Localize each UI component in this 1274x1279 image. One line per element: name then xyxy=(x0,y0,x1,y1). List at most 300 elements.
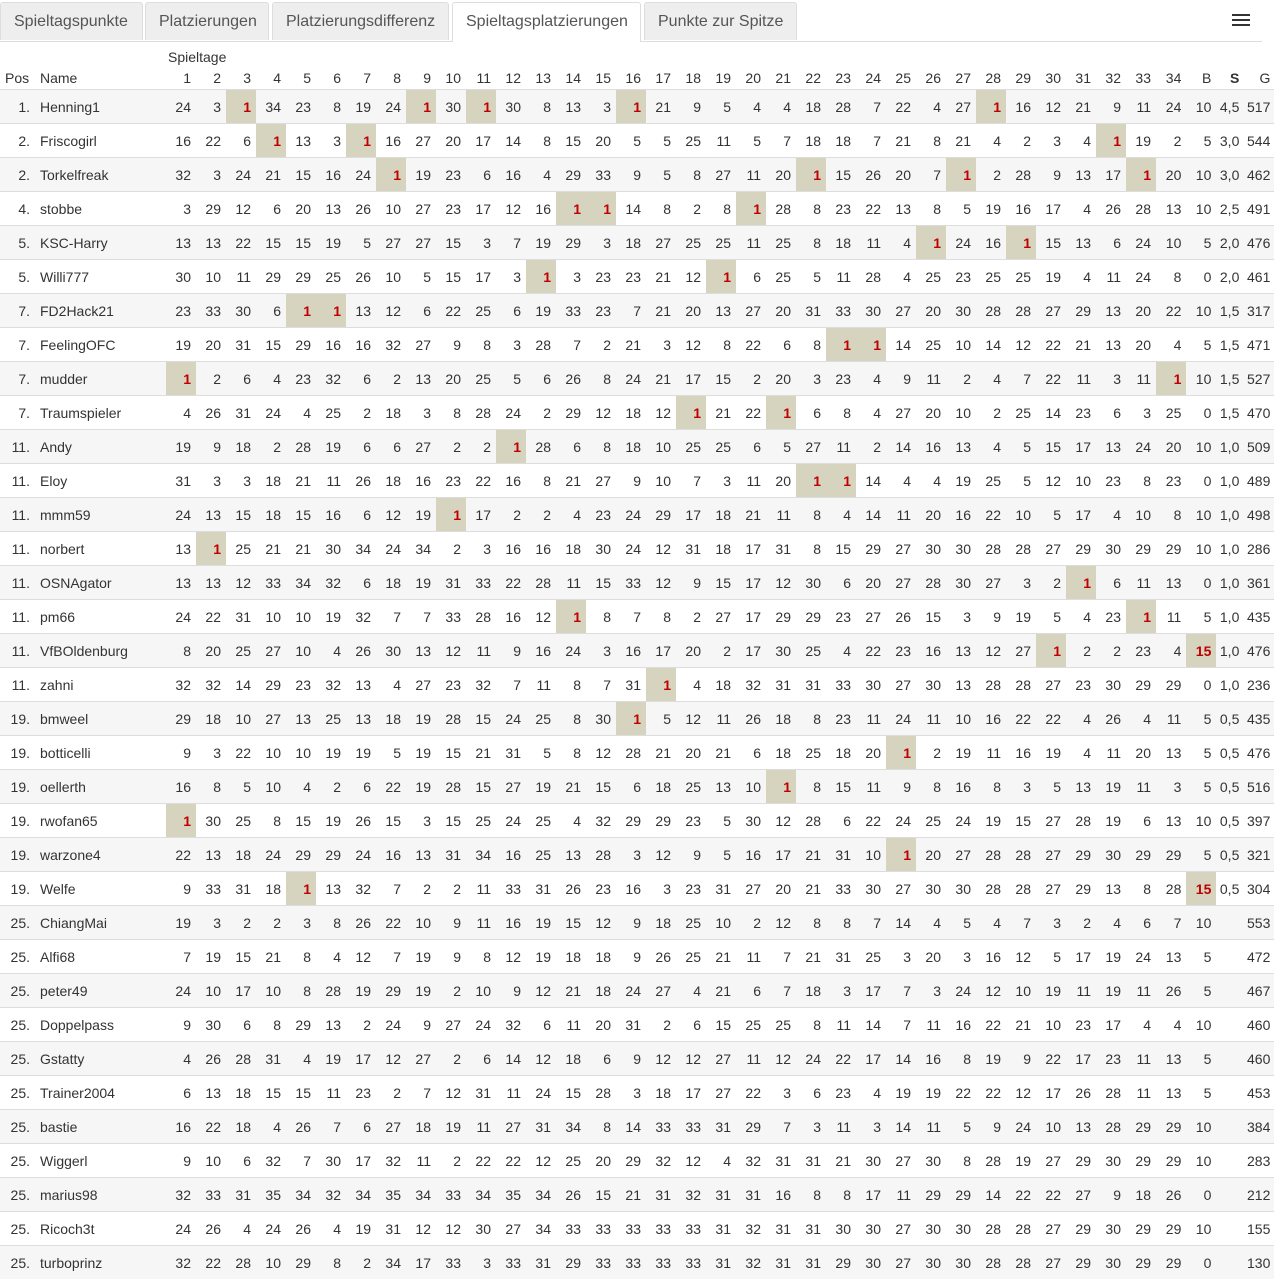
row-s: 4,5 xyxy=(1216,90,1244,124)
matchday-rank-cell: 28 xyxy=(1006,872,1036,906)
header-matchday[interactable]: 5 xyxy=(286,67,316,90)
matchday-rank-cell: 17 xyxy=(226,974,256,1008)
matchday-rank-cell: 16 xyxy=(316,158,346,192)
matchday-rank-cell: 32 xyxy=(496,1008,526,1042)
matchday-rank-cell: 9 xyxy=(436,940,466,974)
matchday-rank-cell: 8 xyxy=(946,1144,976,1178)
matchday-rank-cell: 6 xyxy=(826,804,856,838)
matchday-rank-cell: 4 xyxy=(1126,702,1156,736)
matchday-rank-cell: 29 xyxy=(646,804,676,838)
row-g: 286 xyxy=(1244,532,1274,566)
matchday-rank-cell: 30 xyxy=(916,1246,946,1279)
matchday-rank-cell: 2 xyxy=(436,532,466,566)
matchday-rank-cell: 35 xyxy=(376,1178,406,1212)
matchday-rank-cell: 28 xyxy=(976,532,1006,566)
header-matchday[interactable]: 7 xyxy=(346,67,376,90)
matchday-rank-cell: 18 xyxy=(556,1042,586,1076)
matchday-rank-cell: 30 xyxy=(796,566,826,600)
row-g: 544 xyxy=(1244,124,1274,158)
matchday-rank-cell: 21 xyxy=(736,498,766,532)
row-pos: 19. xyxy=(0,872,34,906)
header-matchday[interactable]: 4 xyxy=(256,67,286,90)
matchday-rank-cell: 23 xyxy=(616,260,646,294)
header-matchday[interactable]: 19 xyxy=(706,67,736,90)
matchday-rank-cell: 23 xyxy=(1066,396,1096,430)
row-bonus: 5 xyxy=(1186,940,1216,974)
matchday-rank-cell: 13 xyxy=(1156,804,1186,838)
row-s: 0,5 xyxy=(1216,838,1244,872)
matchday-rank-cell: 12 xyxy=(226,192,256,226)
row-pos: 25. xyxy=(0,1212,34,1246)
matchday-rank-cell: 5 xyxy=(796,260,826,294)
matchday-rank-cell: 2 xyxy=(436,1042,466,1076)
header-matchday[interactable]: 15 xyxy=(586,67,616,90)
matchday-rank-cell: 18 xyxy=(376,396,406,430)
matchday-rank-cell: 25 xyxy=(1006,260,1036,294)
matchday-rank-cell: 31 xyxy=(796,294,826,328)
header-matchday[interactable]: 26 xyxy=(916,67,946,90)
matchday-rank-cell: 7 xyxy=(556,328,586,362)
header-matchday[interactable]: 1 xyxy=(166,67,196,90)
header-matchday[interactable]: 27 xyxy=(946,67,976,90)
matchday-rank-cell: 12 xyxy=(376,294,406,328)
matchday-rank-cell: 22 xyxy=(1156,294,1186,328)
matchday-rank-cell: 16 xyxy=(166,770,196,804)
matchday-rank-cell: 7 xyxy=(496,668,526,702)
matchday-rank-cell: 5 xyxy=(526,736,556,770)
matchday-rank-cell: 13 xyxy=(1156,1076,1186,1110)
matchday-rank-cell: 11 xyxy=(1096,260,1126,294)
matchday-rank-cell: 16 xyxy=(166,124,196,158)
matchday-rank-cell: 26 xyxy=(1156,974,1186,1008)
matchday-rank-cell: 26 xyxy=(286,1212,316,1246)
matchday-rank-cell: 16 xyxy=(406,464,436,498)
matchday-rank-cell: 4 xyxy=(826,634,856,668)
header-matchday[interactable]: 30 xyxy=(1036,67,1066,90)
matchday-rank-cell: 11 xyxy=(1066,974,1096,1008)
matchday-rank-cell: 21 xyxy=(556,464,586,498)
header-matchday[interactable]: 9 xyxy=(406,67,436,90)
header-matchday[interactable]: 16 xyxy=(616,67,646,90)
matchday-rank-cell: 4 xyxy=(286,396,316,430)
matchday-rank-cell: 19 xyxy=(166,906,196,940)
matchday-rank-cell: 10 xyxy=(286,736,316,770)
matchday-rank-cell: 22 xyxy=(196,1246,226,1279)
matchday-rank-cell: 29 xyxy=(1156,1144,1186,1178)
row-name: mmm59 xyxy=(34,498,166,532)
matchday-rank-cell: 19 xyxy=(976,1042,1006,1076)
matchday-rank-cell: 28 xyxy=(1006,1212,1036,1246)
row-pos: 11. xyxy=(0,532,34,566)
row-pos: 1. xyxy=(0,90,34,124)
matchday-rank-cell: 11 xyxy=(916,362,946,396)
matchday-rank-cell: 11 xyxy=(1126,770,1156,804)
header-matchday[interactable]: 6 xyxy=(316,67,346,90)
header-matchday[interactable]: 32 xyxy=(1096,67,1126,90)
matchday-win-cell: 1 xyxy=(496,430,526,464)
row-bonus: 5 xyxy=(1186,838,1216,872)
matchday-rank-cell: 2 xyxy=(346,1246,376,1279)
matchday-rank-cell: 17 xyxy=(346,1144,376,1178)
matchday-rank-cell: 10 xyxy=(196,260,226,294)
matchday-rank-cell: 30 xyxy=(1096,532,1126,566)
matchday-rank-cell: 27 xyxy=(1036,668,1066,702)
matchday-rank-cell: 17 xyxy=(406,1246,436,1279)
matchday-rank-cell: 2 xyxy=(376,362,406,396)
matchday-rank-cell: 25 xyxy=(316,396,346,430)
matchday-rank-cell: 33 xyxy=(256,566,286,600)
matchday-rank-cell: 23 xyxy=(436,158,466,192)
matchday-rank-cell: 7 xyxy=(496,226,526,260)
header-matchday[interactable]: 17 xyxy=(646,67,676,90)
matchday-rank-cell: 28 xyxy=(616,736,646,770)
header-matchday[interactable]: 34 xyxy=(1156,67,1186,90)
matchday-rank-cell: 29 xyxy=(1126,1246,1156,1279)
matchday-rank-cell: 9 xyxy=(616,464,646,498)
matchday-rank-cell: 23 xyxy=(286,668,316,702)
matchday-rank-cell: 8 xyxy=(466,940,496,974)
matchday-rank-cell: 18 xyxy=(226,430,256,464)
header-matchday[interactable]: 11 xyxy=(466,67,496,90)
matchday-rank-cell: 4 xyxy=(256,1110,286,1144)
matchday-rank-cell: 8 xyxy=(586,362,616,396)
matchday-rank-cell: 2 xyxy=(676,600,706,634)
row-name: turboprinz xyxy=(34,1246,166,1279)
matchday-rank-cell: 12 xyxy=(1036,464,1066,498)
matchday-rank-cell: 27 xyxy=(886,1246,916,1279)
matchday-rank-cell: 19 xyxy=(526,294,556,328)
header-matchday[interactable]: 33 xyxy=(1126,67,1156,90)
tab-platzierungen[interactable]: Platzierungen xyxy=(145,2,269,40)
matchday-rank-cell: 18 xyxy=(706,498,736,532)
row-pos: 7. xyxy=(0,294,34,328)
header-matchday[interactable]: 28 xyxy=(976,67,1006,90)
header-matchday[interactable]: 23 xyxy=(826,67,856,90)
matchday-rank-cell: 22 xyxy=(976,1076,1006,1110)
matchday-rank-cell: 26 xyxy=(646,940,676,974)
matchday-rank-cell: 7 xyxy=(766,940,796,974)
matchday-rank-cell: 20 xyxy=(766,872,796,906)
matchday-rank-cell: 22 xyxy=(856,634,886,668)
matchday-rank-cell: 25 xyxy=(676,770,706,804)
matchday-rank-cell: 25 xyxy=(736,1008,766,1042)
matchday-rank-cell: 20 xyxy=(1126,736,1156,770)
matchday-rank-cell: 26 xyxy=(886,600,916,634)
matchday-rank-cell: 12 xyxy=(406,1212,436,1246)
matchday-rank-cell: 6 xyxy=(1096,226,1126,260)
matchday-rank-cell: 10 xyxy=(286,634,316,668)
matchday-rank-cell: 28 xyxy=(526,328,556,362)
row-pos: 25. xyxy=(0,974,34,1008)
matchday-rank-cell: 9 xyxy=(616,1042,646,1076)
matchday-rank-cell: 25 xyxy=(916,328,946,362)
matchday-rank-cell: 32 xyxy=(376,1144,406,1178)
matchday-rank-cell: 9 xyxy=(496,974,526,1008)
matchday-rank-cell: 24 xyxy=(946,226,976,260)
header-matchday[interactable]: 8 xyxy=(376,67,406,90)
header-matchday[interactable]: 22 xyxy=(796,67,826,90)
matchday-rank-cell: 32 xyxy=(166,1246,196,1279)
row-s: 1,0 xyxy=(1216,600,1244,634)
matchday-rank-cell: 27 xyxy=(406,192,436,226)
matchday-rank-cell: 17 xyxy=(466,260,496,294)
matchday-rank-cell: 4 xyxy=(556,498,586,532)
tab-spieltagspunkte[interactable]: Spieltagspunkte xyxy=(0,2,143,40)
matchday-rank-cell: 17 xyxy=(766,838,796,872)
row-bonus: 5 xyxy=(1186,974,1216,1008)
header-matchday[interactable]: 20 xyxy=(736,67,766,90)
matchday-rank-cell: 8 xyxy=(526,90,556,124)
matchday-rank-cell: 27 xyxy=(736,872,766,906)
matchday-rank-cell: 19 xyxy=(316,226,346,260)
matchday-rank-cell: 21 xyxy=(796,872,826,906)
matchday-rank-cell: 27 xyxy=(706,600,736,634)
matchday-rank-cell: 28 xyxy=(1156,872,1186,906)
matchday-rank-cell: 11 xyxy=(976,736,1006,770)
matchday-rank-cell: 18 xyxy=(586,974,616,1008)
matchday-rank-cell: 12 xyxy=(436,1076,466,1110)
matchday-rank-cell: 33 xyxy=(496,1246,526,1279)
matchday-rank-cell: 15 xyxy=(226,940,256,974)
matchday-rank-cell: 4 xyxy=(886,226,916,260)
matchday-rank-cell: 30 xyxy=(376,634,406,668)
matchday-rank-cell: 12 xyxy=(646,566,676,600)
matchday-rank-cell: 3 xyxy=(496,260,526,294)
matchday-rank-cell: 6 xyxy=(406,294,436,328)
matchday-rank-cell: 25 xyxy=(676,226,706,260)
table-row xyxy=(0,532,1274,566)
matchday-rank-cell: 9 xyxy=(166,872,196,906)
header-matchday[interactable]: 18 xyxy=(676,67,706,90)
matchday-rank-cell: 25 xyxy=(676,124,706,158)
matchday-rank-cell: 12 xyxy=(646,396,676,430)
matchday-rank-cell: 12 xyxy=(1006,328,1036,362)
matchday-rank-cell: 27 xyxy=(496,1110,526,1144)
matchday-rank-cell: 8 xyxy=(796,226,826,260)
row-g: 435 xyxy=(1244,702,1274,736)
matchday-rank-cell: 26 xyxy=(556,1178,586,1212)
matchday-rank-cell: 11 xyxy=(466,906,496,940)
matchday-rank-cell: 34 xyxy=(286,566,316,600)
matchday-rank-cell: 22 xyxy=(736,328,766,362)
table-row xyxy=(0,770,1274,804)
matchday-rank-cell: 11 xyxy=(916,702,946,736)
matchday-rank-cell: 27 xyxy=(406,226,436,260)
row-pos: 25. xyxy=(0,1042,34,1076)
matchday-rank-cell: 20 xyxy=(916,396,946,430)
matchday-rank-cell: 7 xyxy=(376,940,406,974)
matchday-rank-cell: 27 xyxy=(886,1144,916,1178)
matchday-rank-cell: 30 xyxy=(1096,1144,1126,1178)
header-matchday[interactable]: 24 xyxy=(856,67,886,90)
matchday-rank-cell: 3 xyxy=(466,1246,496,1279)
matchday-rank-cell: 29 xyxy=(1156,668,1186,702)
matchday-rank-cell: 15 xyxy=(256,1076,286,1110)
row-s xyxy=(1216,1042,1244,1076)
matchday-rank-cell: 15 xyxy=(706,362,736,396)
tab-punkte-zur-spitze[interactable]: Punkte zur Spitze xyxy=(644,2,797,40)
header-spacer xyxy=(1186,47,1274,67)
matchday-rank-cell: 4 xyxy=(916,464,946,498)
matchday-rank-cell: 12 xyxy=(526,600,556,634)
matchday-rank-cell: 10 xyxy=(1126,498,1156,532)
row-g: 462 xyxy=(1244,158,1274,192)
matchday-rank-cell: 33 xyxy=(676,1246,706,1279)
matchday-rank-cell: 18 xyxy=(826,736,856,770)
matchday-rank-cell: 31 xyxy=(496,736,526,770)
matchday-rank-cell: 20 xyxy=(586,1008,616,1042)
matchday-rank-cell: 32 xyxy=(316,668,346,702)
matchday-rank-cell: 10 xyxy=(946,328,976,362)
matchday-rank-cell: 29 xyxy=(1126,1144,1156,1178)
header-matchday[interactable]: 14 xyxy=(556,67,586,90)
matchday-rank-cell: 10 xyxy=(856,838,886,872)
matchday-rank-cell: 23 xyxy=(286,90,316,124)
matchday-rank-cell: 20 xyxy=(196,634,226,668)
matchday-rank-cell: 13 xyxy=(706,294,736,328)
header-matchday[interactable]: 12 xyxy=(496,67,526,90)
matchday-rank-cell: 33 xyxy=(466,566,496,600)
matchday-rank-cell: 16 xyxy=(946,1008,976,1042)
matchday-rank-cell: 29 xyxy=(256,668,286,702)
matchday-rank-cell: 16 xyxy=(946,498,976,532)
matchday-rank-cell: 29 xyxy=(1066,294,1096,328)
matchday-rank-cell: 15 xyxy=(436,260,466,294)
matchday-rank-cell: 23 xyxy=(1066,668,1096,702)
header-matchday[interactable]: 2 xyxy=(196,67,226,90)
matchday-rank-cell: 25 xyxy=(466,804,496,838)
matchday-rank-cell: 34 xyxy=(346,1178,376,1212)
matchday-rank-cell: 22 xyxy=(1036,1042,1066,1076)
matchday-rank-cell: 4 xyxy=(856,362,886,396)
matchday-rank-cell: 30 xyxy=(196,804,226,838)
matchday-rank-cell: 22 xyxy=(376,770,406,804)
row-s: 1,5 xyxy=(1216,328,1244,362)
matchday-rank-cell: 9 xyxy=(886,770,916,804)
matchday-rank-cell: 6 xyxy=(346,1110,376,1144)
matchday-rank-cell: 30 xyxy=(916,872,946,906)
matchday-rank-cell: 4 xyxy=(976,906,1006,940)
matchday-rank-cell: 18 xyxy=(616,396,646,430)
header-matchday[interactable]: 3 xyxy=(226,67,256,90)
row-bonus: 5 xyxy=(1186,226,1216,260)
matchday-rank-cell: 10 xyxy=(946,396,976,430)
matchday-rank-cell: 32 xyxy=(736,1144,766,1178)
row-s: 0,5 xyxy=(1216,702,1244,736)
row-pos: 19. xyxy=(0,736,34,770)
matchday-rank-cell: 21 xyxy=(616,328,646,362)
matchday-rank-cell: 27 xyxy=(376,1110,406,1144)
matchday-rank-cell: 26 xyxy=(346,804,376,838)
header-matchday[interactable]: 25 xyxy=(886,67,916,90)
matchday-rank-cell: 25 xyxy=(526,838,556,872)
matchday-rank-cell: 25 xyxy=(676,430,706,464)
matchday-rank-cell: 12 xyxy=(436,1212,466,1246)
matchday-rank-cell: 16 xyxy=(496,600,526,634)
matchday-rank-cell: 19 xyxy=(946,736,976,770)
matchday-rank-cell: 9 xyxy=(676,566,706,600)
matchday-rank-cell: 27 xyxy=(406,328,436,362)
matchday-rank-cell: 26 xyxy=(1096,192,1126,226)
row-bonus: 0 xyxy=(1186,464,1216,498)
row-pos: 2. xyxy=(0,124,34,158)
matchday-rank-cell: 5 xyxy=(766,430,796,464)
row-pos: 7. xyxy=(0,396,34,430)
matchday-rank-cell: 24 xyxy=(226,158,256,192)
matchday-rank-cell: 33 xyxy=(616,1246,646,1279)
matchday-rank-cell: 25 xyxy=(556,1144,586,1178)
matchday-rank-cell: 11 xyxy=(1126,1076,1156,1110)
matchday-rank-cell: 11 xyxy=(1066,362,1096,396)
tab-platzierungsdifferenz[interactable]: Platzierungsdifferenz xyxy=(272,2,449,40)
matchday-rank-cell: 4 xyxy=(1066,736,1096,770)
matchday-rank-cell: 13 xyxy=(1156,940,1186,974)
matchday-rank-cell: 29 xyxy=(316,838,346,872)
matchday-rank-cell: 29 xyxy=(1126,532,1156,566)
matchday-rank-cell: 25 xyxy=(226,634,256,668)
matchday-rank-cell: 21 xyxy=(646,362,676,396)
tab-spieltagsplatzierungen[interactable]: Spieltagsplatzierungen xyxy=(452,2,641,42)
matchday-rank-cell: 23 xyxy=(826,1076,856,1110)
matchday-rank-cell: 12 xyxy=(526,1042,556,1076)
row-s xyxy=(1216,1144,1244,1178)
matchday-rank-cell: 2 xyxy=(496,498,526,532)
matchday-rank-cell: 29 xyxy=(556,1246,586,1279)
matchday-rank-cell: 19 xyxy=(1096,974,1126,1008)
row-bonus: 10 xyxy=(1186,906,1216,940)
matchday-rank-cell: 9 xyxy=(406,1008,436,1042)
header-matchday[interactable]: 10 xyxy=(436,67,466,90)
matchday-rank-cell: 35 xyxy=(256,1178,286,1212)
matchday-rank-cell: 31 xyxy=(676,532,706,566)
matchday-rank-cell: 25 xyxy=(676,940,706,974)
row-bonus: 10 xyxy=(1186,430,1216,464)
hamburger-menu-icon[interactable] xyxy=(1232,12,1250,28)
matchday-rank-cell: 8 xyxy=(256,1008,286,1042)
matchday-rank-cell: 21 xyxy=(706,940,736,974)
row-s xyxy=(1216,1178,1244,1212)
matchday-rank-cell: 11 xyxy=(316,1076,346,1110)
matchday-rank-cell: 27 xyxy=(376,226,406,260)
matchday-rank-cell: 4 xyxy=(886,464,916,498)
header-matchday[interactable]: 29 xyxy=(1006,67,1036,90)
matchday-rank-cell: 28 xyxy=(1066,804,1096,838)
header-matchday[interactable]: 31 xyxy=(1066,67,1096,90)
header-matchday[interactable]: 21 xyxy=(766,67,796,90)
header-matchday[interactable]: 13 xyxy=(526,67,556,90)
matchday-rank-cell: 2 xyxy=(1006,124,1036,158)
row-g: 472 xyxy=(1244,940,1274,974)
matchday-win-cell: 1 xyxy=(796,464,826,498)
matchday-win-cell: 1 xyxy=(766,396,796,430)
matchday-rank-cell: 11 xyxy=(1156,702,1186,736)
matchday-rank-cell: 22 xyxy=(1036,328,1066,362)
matchday-rank-cell: 13 xyxy=(1156,192,1186,226)
matchday-rank-cell: 13 xyxy=(1066,158,1096,192)
matchday-rank-cell: 13 xyxy=(1096,294,1126,328)
matchday-rank-cell: 12 xyxy=(766,804,796,838)
matchday-rank-cell: 30 xyxy=(496,90,526,124)
matchday-rank-cell: 22 xyxy=(736,1076,766,1110)
matchday-rank-cell: 26 xyxy=(556,872,586,906)
matchday-rank-cell: 20 xyxy=(586,1144,616,1178)
spieltagsplatzierungen-table xyxy=(0,47,1274,1279)
matchday-rank-cell: 30 xyxy=(856,1144,886,1178)
matchday-rank-cell: 5 xyxy=(406,260,436,294)
matchday-rank-cell: 2 xyxy=(706,634,736,668)
matchday-rank-cell: 9 xyxy=(1006,1042,1036,1076)
matchday-rank-cell: 16 xyxy=(166,1110,196,1144)
